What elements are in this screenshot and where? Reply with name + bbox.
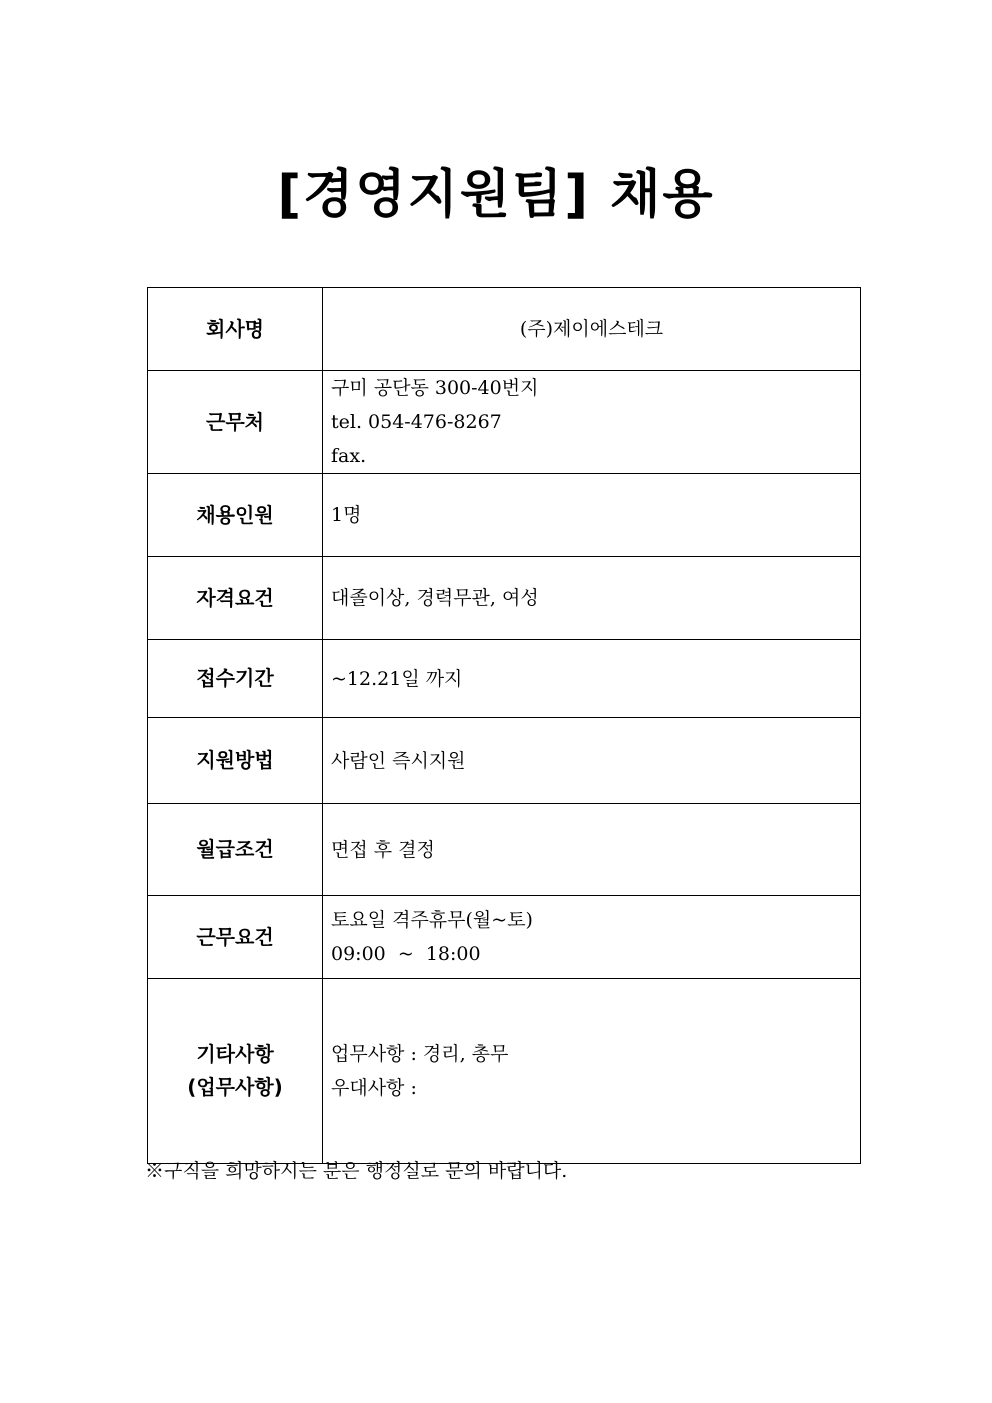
table-row-application-method xyxy=(148,718,861,804)
headcount-label-text: 채용인원 xyxy=(196,502,274,527)
table-row-application-period xyxy=(148,640,861,718)
work-conditions-label-text: 근무요건 xyxy=(196,924,274,949)
table-row-work-conditions xyxy=(148,896,861,979)
other-label xyxy=(148,979,323,1164)
workplace-tel: tel. 054-476-8267 xyxy=(331,411,502,433)
qualification-label xyxy=(148,557,323,640)
page-title: [경영지원팀] 채용 xyxy=(277,165,715,225)
workplace-address: 구미 공단동 300-40번지 xyxy=(331,377,539,399)
table-row-headcount xyxy=(148,474,861,557)
duties-text: 업무사항 : 경리, 총무 xyxy=(331,1043,509,1065)
headcount-text: 1명 xyxy=(331,504,362,526)
work-conditions-label xyxy=(148,896,323,979)
headcount-label xyxy=(148,474,323,557)
table-row-company xyxy=(148,288,861,371)
salary-label-text: 월급조건 xyxy=(196,837,274,861)
application-period-label xyxy=(148,640,323,718)
workplace-value xyxy=(323,371,861,474)
table-row-qualification xyxy=(148,557,861,640)
application-method-text: 사람인 즉시지원 xyxy=(331,749,466,772)
table-row-other xyxy=(148,979,861,1164)
company-value xyxy=(323,288,861,371)
other-value xyxy=(323,979,861,1164)
other-label-text: 기타사항 xyxy=(196,1042,274,1066)
preferences-text: 우대사항 : xyxy=(331,1077,417,1099)
company-label-text: 회사명 xyxy=(206,316,264,341)
qualification-label-text: 자격요건 xyxy=(196,585,274,610)
application-method-label-text: 지원방법 xyxy=(196,748,274,772)
application-method-label xyxy=(148,718,323,804)
application-period-label-text: 접수기간 xyxy=(196,666,274,690)
table-row-salary xyxy=(148,804,861,896)
qualification-value xyxy=(323,557,861,640)
job-info-table xyxy=(147,287,861,1164)
company-name: (주)제이에스테크 xyxy=(519,318,664,340)
salary-text: 면접 후 결정 xyxy=(331,838,435,861)
other-label-subtext: (업무사항) xyxy=(187,1075,283,1099)
workplace-label xyxy=(148,371,323,474)
footnote: ※구직을 희망하시는 분은 행정실로 문의 바랍니다. xyxy=(145,1160,568,1182)
qualification-text: 대졸이상, 경력무관, 여성 xyxy=(331,587,539,609)
application-method-value xyxy=(323,718,861,804)
application-period-text: ~12.21일 까지 xyxy=(331,667,463,690)
headcount-value xyxy=(323,474,861,557)
workplace-label-text: 근무처 xyxy=(206,409,264,434)
table-row-workplace xyxy=(148,371,861,474)
salary-label xyxy=(148,804,323,896)
work-days-text: 토요일 격주휴무(월~토) xyxy=(331,909,533,931)
work-hours-text: 09:00 ~ 18:00 xyxy=(331,943,481,965)
application-period-value xyxy=(323,640,861,718)
salary-value xyxy=(323,804,861,896)
work-conditions-value xyxy=(323,896,861,979)
company-label xyxy=(148,288,323,371)
workplace-fax: fax. xyxy=(331,445,367,467)
